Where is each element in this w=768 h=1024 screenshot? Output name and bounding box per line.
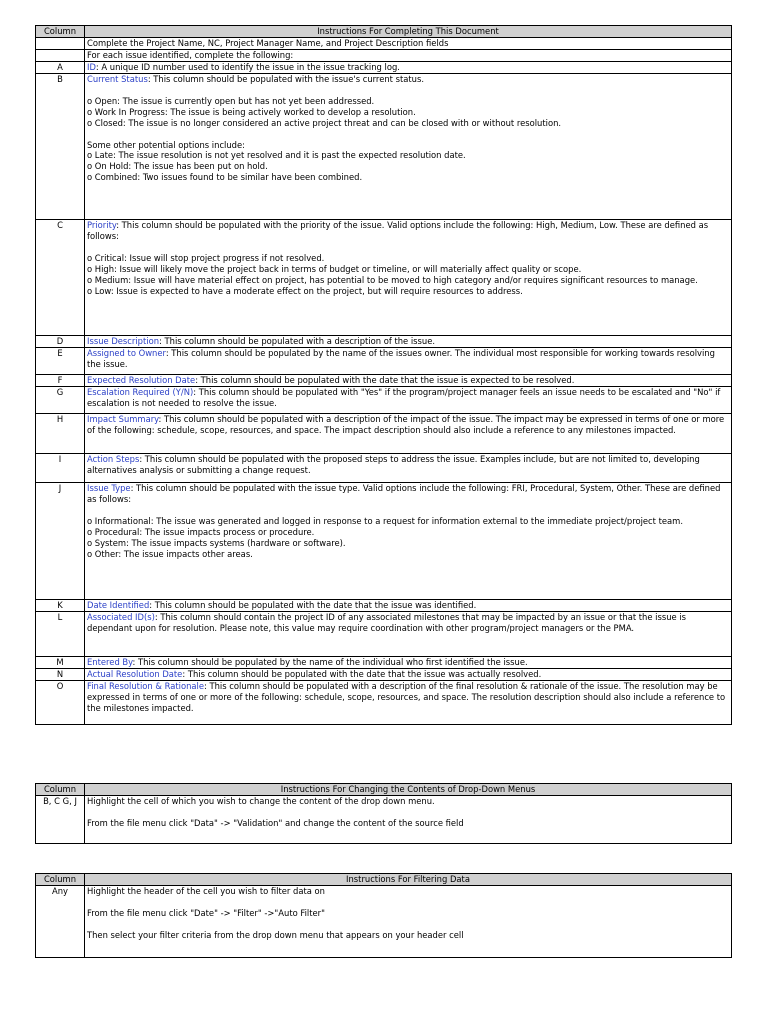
field-description: : This column should contain the project ID of any associated milestones that may be impacted by an issue or that the issue is dependant upon for resolution. Please note, this value may require coordination with other program/project managers or the PMA. [87, 612, 687, 633]
field-term: Priority [87, 220, 117, 230]
instructions-header: Instructions For Filtering Data [85, 874, 732, 886]
row-instruction [85, 38, 732, 50]
row-column-letter: J [36, 483, 85, 600]
row-column-letter: O [36, 681, 85, 725]
row-instruction [85, 657, 732, 669]
column-header: Column [36, 784, 85, 796]
row-instruction [85, 669, 732, 681]
row-column-letter: F [36, 375, 85, 387]
field-description: : This column should be populated with "Yes" if the program/project manager feels an issue needs to be escalated and "No" if escalation is not needed to resolve the issue. [87, 387, 721, 408]
table-row [36, 681, 732, 725]
row-column-letter: D [36, 336, 85, 348]
table-row [36, 62, 732, 74]
row-instruction: Highlight the header of the cell you wish to filter data on From the file menu click "Date" -> "Filter" ->"Auto Filter" Then select your filter criteria from the drop down menu that appears on your header cell [85, 886, 732, 958]
row-column-letter: L [36, 612, 85, 657]
table-row [36, 220, 732, 336]
row-instruction [85, 50, 732, 62]
row-instruction [85, 612, 732, 657]
field-description: : This column should be populated by the name of the individual who first identified the issue. [132, 657, 528, 667]
field-term: Issue Type [87, 483, 131, 493]
table-row [36, 50, 732, 62]
row-column-letter: K [36, 600, 85, 612]
field-description: : This column should be populated by the name of the issues owner. The individual most responsible for working towards resolving the issue. [87, 348, 715, 369]
field-description: For each issue identified, complete the following: [87, 50, 294, 60]
field-term: Expected Resolution Date [87, 375, 196, 385]
field-description: : This column should be populated with the date that the issue was actually resolved. [182, 669, 542, 679]
field-term: Action Steps [87, 454, 140, 464]
field-term: Date Identified [87, 600, 150, 610]
row-instruction [85, 454, 732, 483]
row-column-letter: C [36, 220, 85, 336]
table-row [36, 375, 732, 387]
table-row [36, 886, 732, 958]
table-row [36, 38, 732, 50]
filtering-instructions-table [35, 873, 732, 958]
row-column-letter: N [36, 669, 85, 681]
row-column-letter: H [36, 414, 85, 454]
row-instruction [85, 62, 732, 74]
table-header-row [36, 874, 732, 886]
table-row [36, 483, 732, 600]
row-column-letter: B, C G, J [36, 796, 85, 844]
row-instruction [85, 375, 732, 387]
table-row [36, 669, 732, 681]
field-description: : This column should be populated with the issue's current status. o Open: The issue is currently open but has not yet been addressed. o Work In Progress: The issue is being actively worked to develop a resolution. o Closed: The issue is no longer considered an active project threat and can be closed with or without resolution. Some other potential options include: o Late: The issue resolution is not yet resolved and it is past the expected resolution date. o On Hold: The issue has been put on hold. o Combined: Two issues found to be similar have been combined. [87, 74, 562, 183]
field-term: Associated ID(s) [87, 612, 155, 622]
field-description: : This column should be populated with a description of the final resolution & rationale of the issue. The resolution may be expressed in terms of one or more of the following: schedule, scope, resources, and space. The resolution description should also include a reference to the milestones impacted. [87, 681, 726, 713]
field-description: : This column should be populated with the issue type. Valid options include the following: FRI, Procedural, System, Other. These are defined as follows: o Informational: The issue was generated and logged in response to a request for information external to the immediate project/project team. o Procedural: The issue impacts process or procedure. o System: The issue impacts systems (hardware or software). o Other: The issue impacts other areas. [87, 483, 721, 559]
table-row [36, 600, 732, 612]
column-header: Column [36, 26, 85, 38]
field-description: : This column should be populated with the priority of the issue. Valid options include the following: High, Medium, Low. These are defined as follows: o Critical: Issue will stop project progress if not resolved. o High: Issue will likely move the project back in terms of budget or timeline, or will materially affect quality or scope. o Medium: Issue will have material effect on project, has potential to be moved to high category and/or requires significant resources to manage. o Low: Issue is expected to have a moderate effect on the project, but will require resources to address. [87, 220, 709, 296]
row-instruction [85, 348, 732, 375]
field-term: Final Resolution & Rationale [87, 681, 204, 691]
row-instruction [85, 681, 732, 725]
row-instruction [85, 414, 732, 454]
row-instruction [85, 220, 732, 336]
field-term: Actual Resolution Date [87, 669, 183, 679]
field-term: Impact Summary [87, 414, 159, 424]
field-description: : This column should be populated with the proposed steps to address the issue. Examples include, but are not limited to, developing alternatives analysis or submitting a change request. [87, 454, 700, 475]
field-term: Issue Description [87, 336, 160, 346]
table-row [36, 454, 732, 483]
table-row [36, 657, 732, 669]
instructions-header: Instructions For Completing This Document [85, 26, 732, 38]
field-term: ID [87, 62, 96, 72]
row-column-letter: I [36, 454, 85, 483]
field-term: Assigned to Owner [87, 348, 166, 358]
row-column-letter: E [36, 348, 85, 375]
row-instruction [85, 387, 732, 414]
column-header: Column [36, 874, 85, 886]
table-row [36, 612, 732, 657]
table-row [36, 796, 732, 844]
row-column-letter [36, 50, 85, 62]
table-row [36, 336, 732, 348]
row-column-letter: M [36, 657, 85, 669]
field-description: : This column should be populated with a description of the issue. [159, 336, 436, 346]
field-description: : This column should be populated with a description of the impact of the issue. The impact may be expressed in terms of one or more of the following: schedule, scope, resources, and space. The impact description should also include a reference to any milestones impacted. [87, 414, 725, 435]
table-row [36, 348, 732, 375]
table-header-row [36, 26, 732, 38]
table-row [36, 414, 732, 454]
row-instruction [85, 74, 732, 220]
field-description: Complete the Project Name, NC, Project Manager Name, and Project Description fields [87, 38, 449, 48]
row-column-letter: Any [36, 886, 85, 958]
instructions-header: Instructions For Changing the Contents of Drop-Down Menus [85, 784, 732, 796]
row-instruction [85, 483, 732, 600]
table-row [36, 387, 732, 414]
table-header-row [36, 784, 732, 796]
completing-instructions-table [35, 25, 732, 725]
row-column-letter: A [36, 62, 85, 74]
row-column-letter: G [36, 387, 85, 414]
field-term: Current Status [87, 74, 148, 84]
field-term: Escalation Required (Y/N) [87, 387, 194, 397]
field-description: : A unique ID number used to identify the issue in the issue tracking log. [95, 62, 400, 72]
row-instruction: Highlight the cell of which you wish to change the content of the drop down menu. From the file menu click "Data" -> "Validation" and change the content of the source field [85, 796, 732, 844]
row-column-letter [36, 38, 85, 50]
field-term: Entered By [87, 657, 133, 667]
row-column-letter: B [36, 74, 85, 220]
field-description: : This column should be populated with the date that the issue was identified. [149, 600, 477, 610]
field-description: : This column should be populated with the date that the issue is expected to be resolved. [195, 375, 575, 385]
row-instruction [85, 336, 732, 348]
row-instruction [85, 600, 732, 612]
dropdown-instructions-table [35, 783, 732, 844]
table-row [36, 74, 732, 220]
